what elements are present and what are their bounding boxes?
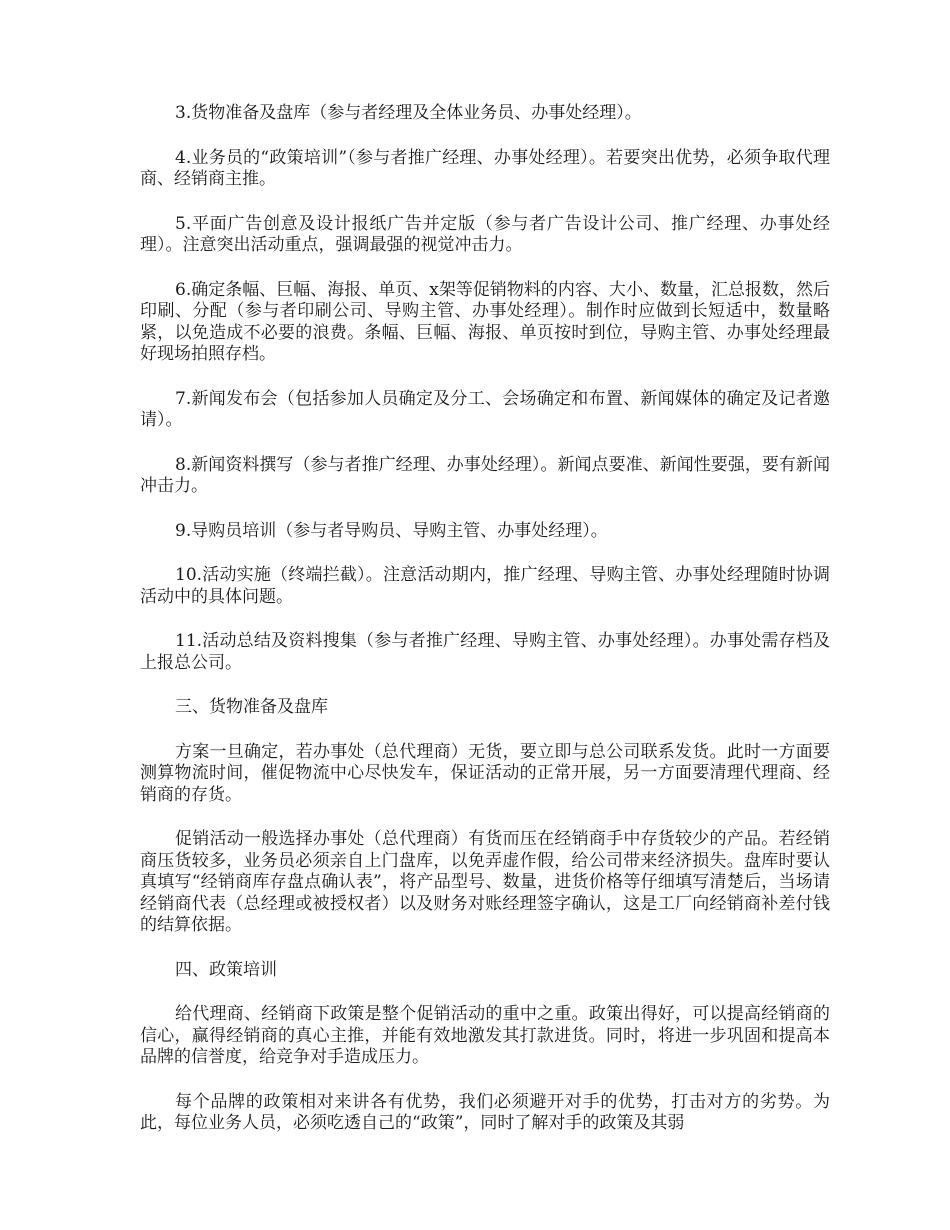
paragraph-stock-1: 方案一旦确定，若办事处（总代理商）无货，要立即与总公司联系发货。此时一方面要测算物流时间，催促物流中心尽快发车，保证活动的正常开展，另一方面要清理代理商、经销商的存货。	[140, 741, 830, 805]
paragraph-step-10: 10.活动实施（终端拦截）。注意活动期内，推广经理、导购主管、办事处经理随时协调活动中的具体问题。	[140, 565, 830, 607]
paragraph-step-11: 11.活动总结及资料搜集（参与者推广经理、导购主管、办事处经理）。办事处需存档及上报总公司。	[140, 631, 830, 673]
paragraph-step-3: 3.货物准备及盘库（参与者经理及全体业务员、办事处经理）。	[175, 103, 642, 123]
paragraph-policy-2: 每个品牌的政策相对来讲各有优势，我们必须避开对手的优势，打击对方的劣势。为此，每位业务人员，必须吃透自己的“政策”，同时了解对手的政策及其弱	[140, 1091, 830, 1133]
paragraph-step-6: 6.确定条幅、巨幅、海报、单页、x架等促销物料的内容、大小、数量，汇总报数，然后印刷、分配（参与者印刷公司、导购主管、办事处经理）。制作时应做到长短适中，数量略紧，以免造成不必要的浪费。条幅、巨幅、海报、单页按时到位，导购主管、办事处经理最好现场拍照存档。	[140, 279, 830, 364]
paragraph-step-8: 8.新闻资料撰写（参与者推广经理、办事处经理）。新闻点要准、新闻性要强，要有新闻冲击力。	[140, 454, 830, 496]
section-heading-4: 四、政策培训	[175, 959, 277, 980]
paragraph-step-4: 4.业务员的“政策培训”（参与者推广经理、办事处经理）。若要突出优势，必须争取代理商、经销商主推。	[140, 147, 830, 189]
paragraph-step-7: 7.新闻发布会（包括参加人员确定及分工、会场确定和布置、新闻媒体的确定及记者邀请）。	[140, 388, 830, 430]
paragraph-stock-2: 促销活动一般选择办事处（总代理商）有货而压在经销商手中存货较少的产品。若经销商压货较多，业务员必须亲自上门盘库，以免弄虚作假，给公司带来经济损失。盘库时要认真填写“经销商库存盘点确认表”，将产品型号、数量，进货价格等仔细填写清楚后，当场请经销商代表（总经理或被授权者）以及财务对账经理签字确认，这是工厂向经销商补差付钱的结算依据。	[140, 829, 830, 935]
paragraph-step-9: 9.导购员培训（参与者导购员、导购主管、办事处经理）。	[175, 520, 608, 541]
document-body	[140, 103, 830, 1158]
section-heading-3: 三、货物准备及盘库	[175, 697, 328, 717]
paragraph-step-5: 5.平面广告创意及设计报纸广告并定版（参与者广告设计公司、推广经理、办事处经理）。注意突出活动重点，强调最强的视觉冲击力。	[140, 213, 830, 255]
paragraph-policy-1: 给代理商、经销商下政策是整个促销活动的重中之重。政策出得好，可以提高经销商的信心，赢得经销商的真心主推，并能有效地激发其打款进货。同时，将进一步巩固和提高本品牌的信誉度，给竞争对手造成压力。	[140, 1004, 830, 1067]
